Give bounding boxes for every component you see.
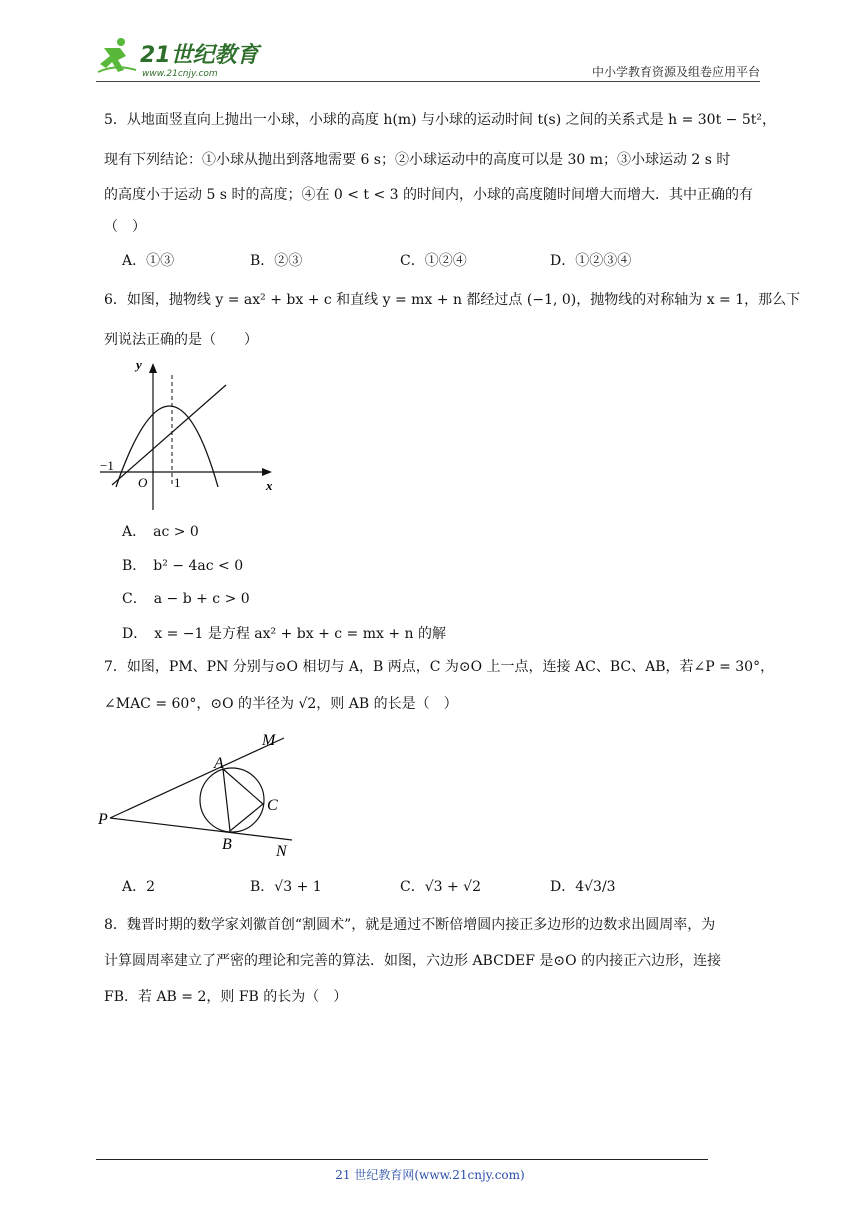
- q6-line-2: 列说法正确的是（ ）: [104, 332, 258, 348]
- triangle-abc: [223, 769, 263, 831]
- q8-line-3: FB．若 AB = 2，则 FB 的长为（ ）: [104, 989, 348, 1005]
- label-m: M: [262, 732, 276, 749]
- q7-option-b: B．√3 + 1: [250, 879, 322, 895]
- q5-option-c: C．①②④: [400, 253, 467, 269]
- x-axis-arrow: [262, 468, 272, 476]
- q6-option-b: B． b² − 4ac < 0: [122, 558, 244, 574]
- straight-line: [112, 385, 226, 485]
- runner-icon: [98, 38, 136, 72]
- label-origin: O: [138, 475, 148, 490]
- label-n: N: [276, 843, 287, 860]
- q5-option-a: A．①③: [122, 253, 175, 269]
- q7-option-d: D．4√3/3: [550, 879, 616, 895]
- q8-line-2: 计算圆周率建立了严密的理论和完善的算法．如图，六边形 ABCDEF 是⊙O 的内接正六边形，连接: [104, 953, 722, 969]
- q5-line-2: 现有下列结论：①小球从抛出到落地需要 6 s；②小球运动中的高度可以是 30 m；③小球运动 2 s 时: [104, 152, 731, 168]
- logo-21cnjy: [96, 34, 271, 80]
- q5-line-4: （ ）: [104, 219, 146, 235]
- q6-option-c: C． a − b + c > 0: [122, 591, 250, 607]
- label-one: 1: [174, 475, 181, 490]
- q7-option-c: C．√3 + √2: [400, 879, 481, 895]
- q6-option-d: D． x = −1 是方程 ax² + bx + c = mx + n 的解: [122, 626, 447, 642]
- label-b: B: [222, 836, 232, 853]
- q7-line-1: 7．如图，PM、PN 分别与⊙O 相切与 A，B 两点，C 为⊙O 上一点，连接 AC、BC、AB，若∠P = 30°，: [104, 659, 775, 675]
- q6-parabola-figure: [96, 355, 286, 515]
- brand-url: www.21cnjy.com: [142, 69, 218, 79]
- q8-line-1: 8．魏晋时期的数学家刘徽首创“割圆术”，就是通过不断倍增圆内接正多边形的边数求出圆周率，为: [104, 917, 716, 933]
- q6-option-a: A． ac > 0: [122, 524, 199, 540]
- q5-line-3: 的高度小于运动 5 s 时的高度；④在 0 < t < 3 的时间内，小球的高度随时间增大而增大．其中正确的有: [104, 187, 754, 203]
- header-platform-text: 中小学教育资源及组卷应用平台: [591, 65, 760, 79]
- tangent-pm: [110, 738, 284, 818]
- label-neg1: −1: [100, 458, 114, 473]
- parabola-curve: [116, 406, 218, 487]
- q5-option-b: B．②③: [250, 253, 303, 269]
- brand-text: 21世纪教育: [140, 43, 259, 68]
- label-x: x: [266, 478, 273, 493]
- footer-text: 21 世纪教育网(www.21cnjy.com): [335, 1168, 525, 1182]
- q7-tangent-figure: [96, 728, 306, 860]
- footer-divider: [96, 1159, 708, 1160]
- q7-line-2: ∠MAC = 60°，⊙O 的半径为 √2，则 AB 的长是（ ）: [104, 696, 458, 712]
- q6-line-1: 6．如图，抛物线 y = ax² + bx + c 和直线 y = mx + n 都经过点 (−1, 0)，抛物线的对称轴为 x = 1，那么下: [104, 292, 801, 308]
- q5-line-1: 5．从地面竖直向上抛出一小球，小球的高度 h(m) 与小球的运动时间 t(s) 之间的关系式是 h = 30t − 5t²，: [104, 112, 776, 128]
- q7-option-a: A．2: [122, 879, 156, 895]
- q5-option-d: D．①②③④: [550, 253, 632, 269]
- tangent-pn: [110, 818, 292, 840]
- label-p: P: [98, 811, 108, 828]
- y-axis-arrow: [149, 363, 157, 373]
- header-divider: [96, 81, 760, 82]
- label-y: y: [136, 357, 142, 372]
- label-a: A: [214, 755, 224, 772]
- label-c: C: [267, 797, 278, 814]
